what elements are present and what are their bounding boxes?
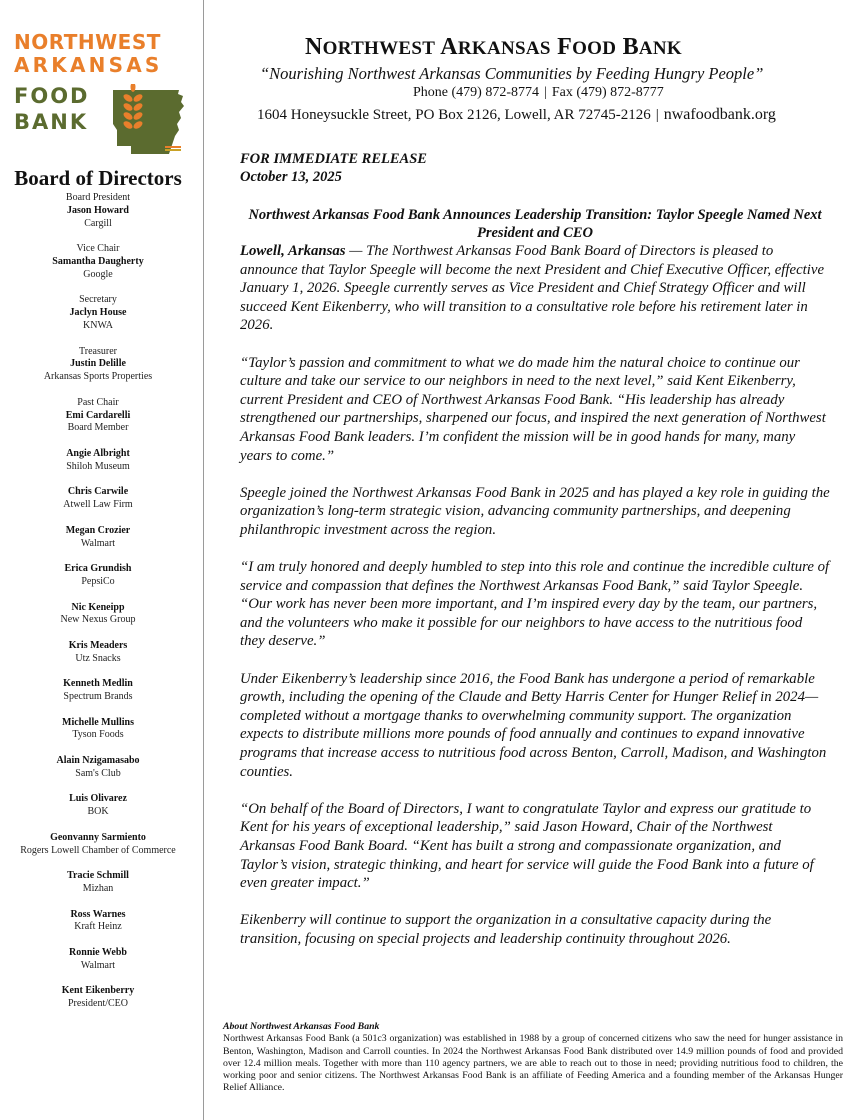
contact-phone-fax bbox=[413, 85, 664, 101]
board-member bbox=[0, 563, 196, 589]
board-member bbox=[0, 243, 196, 281]
member-role: Secretary bbox=[79, 294, 117, 306]
member-name: Kent Eikenberry bbox=[61, 985, 135, 997]
body-paragraph: Speegle joined the Northwest Arkansas Food Bank in 2025 and has played a key role in guiding the organization’s long-term strategic vision, advancing community partnerships, and deepening philanthropic investment across the region. bbox=[240, 484, 830, 538]
member-organization: President/CEO bbox=[68, 998, 128, 1010]
member-role: Treasurer bbox=[79, 345, 117, 357]
member-name: Kris Meaders bbox=[68, 639, 128, 651]
board-member bbox=[0, 832, 196, 858]
board-member bbox=[0, 678, 196, 704]
about-text: Northwest Arkansas Food Bank (a 501c3 organization) was established in 1988 by a group of concerned citizens who saw the need for hunger assistance in Benton, Washington, Madison and Carroll counties. In 2024 the Northwest Arkansas Food Bank distributed over 14.9 million pounds of food and provided over 12.4 million meals. Together with more than 110 agency partners, we are able to reach out to those in need; providing nutritious food to children, the working poor and senior citizens. The Northwest Arkansas Food Bank is an affiliate of Feeding America and a founding member of the Arkansas Hunger Relief Alliance. bbox=[223, 1033, 843, 1094]
dateline: Lowell, Arkansas bbox=[240, 243, 346, 259]
logo-text-arkansas: ARKANSAS bbox=[14, 53, 163, 77]
release-body bbox=[240, 242, 830, 967]
street-address: 1604 Honeysuckle Street, PO Box 2126, Lowell, AR 72745-2126 bbox=[257, 107, 651, 123]
member-name: Angie Albright bbox=[66, 447, 130, 459]
board-member bbox=[0, 640, 196, 666]
title-rest: ANK bbox=[638, 38, 682, 59]
separator: | bbox=[655, 107, 659, 123]
member-organization: Mizhan bbox=[82, 883, 114, 895]
title-initial: N bbox=[305, 34, 323, 60]
body-paragraph: “I am truly honored and deeply humbled to step into this role and continue the incredible culture of service and compassion that defines the Northwest Arkansas Food Bank,” said Taylor Speegle. “Our work has never been more important, and I’m inspired every day by the team, our partners, and the volunteers who make it possible for our neighbors to have access to the nutritious food they deserve.” bbox=[240, 559, 830, 650]
logo-text-northwest: NORTHWEST bbox=[14, 30, 161, 54]
about-section bbox=[223, 1021, 843, 1095]
logo-text-food: FOOD bbox=[14, 84, 90, 108]
title-rest: RKANSAS bbox=[457, 38, 551, 59]
separator: | bbox=[544, 85, 547, 100]
board-member bbox=[0, 448, 196, 474]
logo-text-bank: BANK bbox=[14, 110, 89, 134]
board-of-directors-title: Board of Directors bbox=[14, 166, 182, 190]
body-paragraph: Under Eikenberry’s leadership since 2016, the Food Bank has undergone a period of remarkable growth, including the opening of the Claude and Betty Harris Center for Hunger Relief in 2024—completed without a mortgage thanks to overwhelming community support. The organization expects to distribute millions more pounds of food annually and continues to expand innovative programs that increase access to nutritious food across Benton, Carroll, Madison, and Washington counties. bbox=[240, 670, 827, 780]
board-member bbox=[0, 870, 196, 896]
board-member bbox=[0, 525, 196, 551]
member-organization: KNWA bbox=[83, 319, 113, 331]
member-organization: Rogers Lowell Chamber of Commerce bbox=[20, 844, 176, 856]
release-date: October 13, 2025 bbox=[240, 169, 342, 185]
member-name: Michelle Mullins bbox=[62, 716, 134, 728]
phone-number: Phone (479) 872-8774 bbox=[413, 85, 539, 100]
press-release bbox=[203, 0, 860, 1120]
member-name: Justin Delille bbox=[70, 358, 126, 370]
board-member bbox=[0, 755, 196, 781]
board-member bbox=[0, 346, 196, 384]
member-name: Luis Olivarez bbox=[69, 793, 127, 805]
board-member bbox=[0, 985, 196, 1011]
member-organization: Sam's Club bbox=[75, 767, 121, 779]
body-paragraph: Lowell, Arkansas — The Northwest Arkansas Food Bank Board of Directors is pleased to announce that Taylor Speegle will become the next President and Chief Executive Officer, effective January 1, 2026. Speegle currently serves as Vice President and Chief Strategy Officer and will succeed Kent Eikenberry, who will transition to a consultative role before his retirement later in 2026. bbox=[240, 243, 825, 334]
member-name: Tracie Schmill bbox=[67, 870, 129, 882]
member-role: Board President bbox=[65, 192, 131, 203]
board-member bbox=[0, 397, 196, 435]
member-organization: Board Member bbox=[67, 422, 129, 434]
title-initial: A bbox=[440, 34, 458, 60]
board-member bbox=[0, 486, 196, 512]
arkansas-state-shape bbox=[113, 90, 184, 154]
member-organization: Walmart bbox=[80, 537, 116, 549]
member-name: Samantha Daugherty bbox=[52, 255, 144, 267]
member-organization: Shiloh Museum bbox=[66, 460, 130, 472]
fax-number: Fax (479) 872-8777 bbox=[551, 85, 664, 100]
board-member bbox=[0, 294, 196, 332]
member-role: Vice Chair bbox=[76, 243, 120, 255]
member-organization: Google bbox=[83, 268, 113, 280]
sidebar bbox=[0, 0, 204, 1120]
release-label: FOR IMMEDIATE RELEASE bbox=[240, 151, 427, 167]
member-name: Jaclyn House bbox=[69, 307, 127, 319]
member-name: Emi Cardarelli bbox=[65, 409, 131, 421]
member-organization: Atwell Law Firm bbox=[63, 499, 133, 511]
title-initial: F bbox=[557, 34, 573, 60]
board-member bbox=[0, 909, 196, 935]
about-title: About Northwest Arkansas Food Bank bbox=[223, 1021, 380, 1032]
board-member bbox=[0, 947, 196, 973]
release-headline: Northwest Arkansas Food Bank Announces Leadership Transition: Taylor Speegle Named Next President and CEO bbox=[248, 207, 822, 241]
member-name: Geonvanny Sarmiento bbox=[50, 831, 146, 843]
member-organization: Walmart bbox=[80, 959, 116, 971]
member-name: Jason Howard bbox=[67, 204, 129, 216]
member-organization: PepsiCo bbox=[81, 575, 115, 587]
member-name: Chris Carwile bbox=[67, 486, 129, 498]
member-organization: Spectrum Brands bbox=[63, 691, 133, 703]
member-role: Past Chair bbox=[77, 396, 119, 408]
title-initial: B bbox=[622, 34, 639, 60]
title-rest: OOD bbox=[572, 38, 617, 59]
organization-name-heading bbox=[305, 34, 682, 61]
board-member bbox=[0, 192, 196, 230]
body-paragraph: “Taylor’s passion and commitment to what we do made him the natural choice to continue our culture and take our service to our neighbors in need to the next level,” said Kent Eikenberry, current President and CEO of Northwest Arkansas Food Bank. “His leadership has already strengthened our partnerships, sharpened our focus, and inspired the next generation of Northwest Arkansas Food Bank leaders. I’m confident the mission will be in good hands for many, many years to come.” bbox=[240, 354, 826, 464]
arkansas-map-wheat-icon bbox=[111, 84, 191, 159]
member-organization: Arkansas Sports Properties bbox=[43, 371, 153, 383]
food-bank-logo bbox=[14, 30, 189, 158]
member-name: Alain Nzigamasabo bbox=[56, 755, 140, 767]
member-organization: Utz Snacks bbox=[75, 652, 121, 664]
member-organization: Kraft Heinz bbox=[74, 921, 122, 933]
member-name: Ronnie Webb bbox=[69, 947, 127, 959]
member-name: Ross Warnes bbox=[70, 908, 126, 920]
member-organization: Cargill bbox=[84, 217, 112, 229]
body-paragraph: Eikenberry will continue to support the organization in a consultative capacity during the transition, focusing on special projects and leadership continuity throughout 2026. bbox=[240, 912, 772, 947]
member-organization: New Nexus Group bbox=[60, 614, 136, 626]
member-name: Megan Crozier bbox=[65, 524, 131, 536]
member-name: Erica Grundish bbox=[64, 563, 132, 575]
board-member bbox=[0, 602, 196, 628]
website-link[interactable]: nwafoodbank.org bbox=[663, 106, 776, 123]
release-info bbox=[240, 150, 427, 186]
member-name: Nic Keneipp bbox=[71, 601, 125, 613]
contact-address bbox=[257, 106, 776, 124]
board-member bbox=[0, 717, 196, 743]
member-organization: BOK bbox=[87, 806, 109, 818]
board-member-list bbox=[0, 192, 196, 1024]
body-paragraph: “On behalf of the Board of Directors, I want to congratulate Taylor and express our gratitude to Kent for his years of exceptional leadership,” said Jason Howard, Chair of the Northwest Arkansas Food Bank Board. “Kent has built a strong and compassionate organization, and Taylor’s vision, strategic thinking, and heart for service will guide the Food Bank into a future of even greater impact.” bbox=[240, 800, 814, 892]
member-name: Kenneth Medlin bbox=[63, 678, 133, 690]
title-rest: ORTHWEST bbox=[322, 38, 436, 59]
board-member bbox=[0, 793, 196, 819]
tagline: “Nourishing Northwest Arkansas Communities by Feeding Hungry People” bbox=[260, 64, 764, 83]
member-organization: Tyson Foods bbox=[72, 729, 124, 741]
